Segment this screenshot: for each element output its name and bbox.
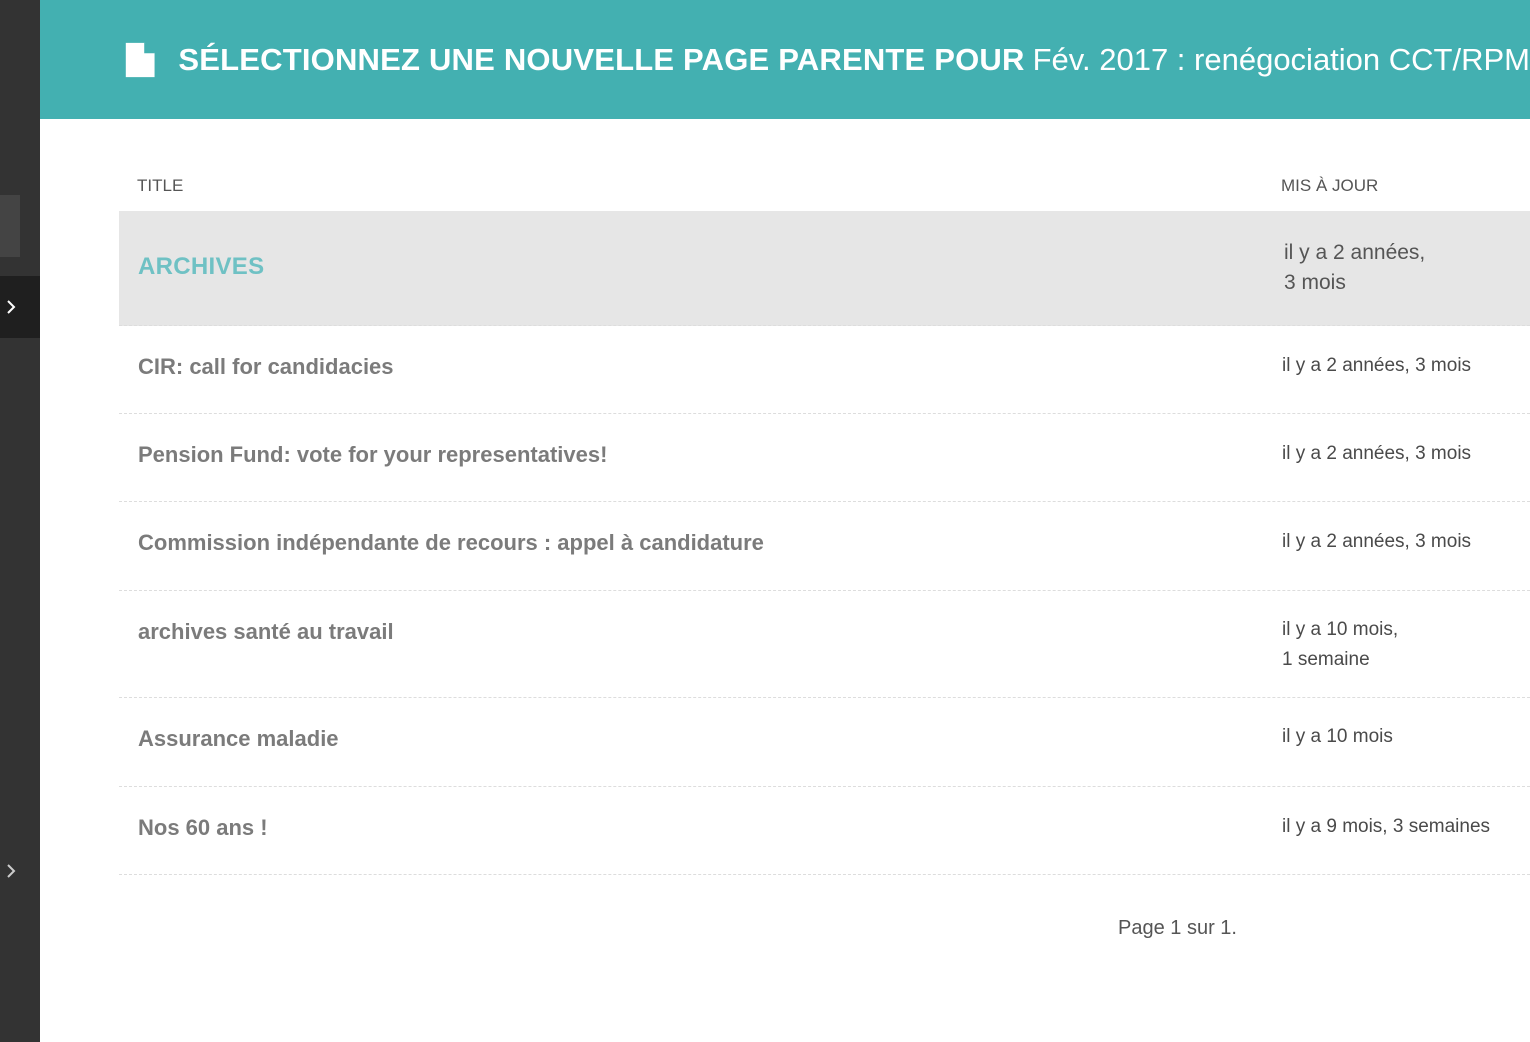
sidebar-secondary-expand-button[interactable] — [0, 840, 40, 902]
parent-page-table — [119, 150, 1530, 875]
table-row[interactable] — [119, 502, 1530, 591]
row-title[interactable]: Assurance maladie — [138, 726, 339, 751]
table-header — [119, 150, 1530, 211]
table-row[interactable] — [119, 591, 1530, 698]
page-title-subject: Fév. 2017 : renégociation CCT/RPM — [1032, 41, 1530, 77]
chevron-right-icon — [6, 863, 16, 879]
dialog-header — [40, 0, 1530, 119]
sidebar — [0, 0, 40, 1042]
table-row[interactable] — [119, 787, 1530, 875]
row-updated: il y a 10 mois — [1282, 726, 1393, 747]
document-icon — [124, 39, 156, 81]
table-row[interactable] — [119, 414, 1530, 502]
row-updated: il y a 2 années, 3 mois — [1282, 443, 1472, 464]
page-title — [178, 42, 1530, 78]
row-updated: il y a 2 années, 3 mois — [1284, 241, 1426, 294]
row-title[interactable]: Nos 60 ans ! — [138, 815, 268, 840]
column-header-updated[interactable]: MIS À JOUR — [1281, 176, 1379, 195]
row-title[interactable]: Pension Fund: vote for your representatives! — [138, 442, 608, 467]
sidebar-expand-button[interactable] — [0, 276, 40, 338]
row-updated: il y a 2 années, 3 mois — [1282, 355, 1472, 376]
row-updated: il y a 10 mois, 1 semaine — [1282, 619, 1399, 670]
sidebar-panel — [0, 195, 20, 257]
page-title-action: SÉLECTIONNEZ UNE NOUVELLE PAGE PARENTE POUR — [178, 41, 1025, 77]
table-row[interactable] — [119, 211, 1530, 326]
row-title[interactable]: CIR: call for candidacies — [138, 354, 394, 379]
table-row[interactable] — [119, 698, 1530, 787]
chevron-right-icon — [6, 299, 16, 315]
pagination-info: Page 1 sur 1. — [1118, 917, 1237, 939]
row-title[interactable]: Commission indépendante de recours : appel à candidature — [138, 530, 764, 555]
row-title[interactable]: ARCHIVES — [138, 253, 265, 280]
column-header-title[interactable]: TITLE — [137, 176, 184, 195]
row-updated: il y a 2 années, 3 mois — [1282, 531, 1472, 552]
row-updated: il y a 9 mois, 3 semaines — [1282, 816, 1491, 837]
row-title[interactable]: archives santé au travail — [138, 619, 394, 644]
table-row[interactable] — [119, 326, 1530, 414]
